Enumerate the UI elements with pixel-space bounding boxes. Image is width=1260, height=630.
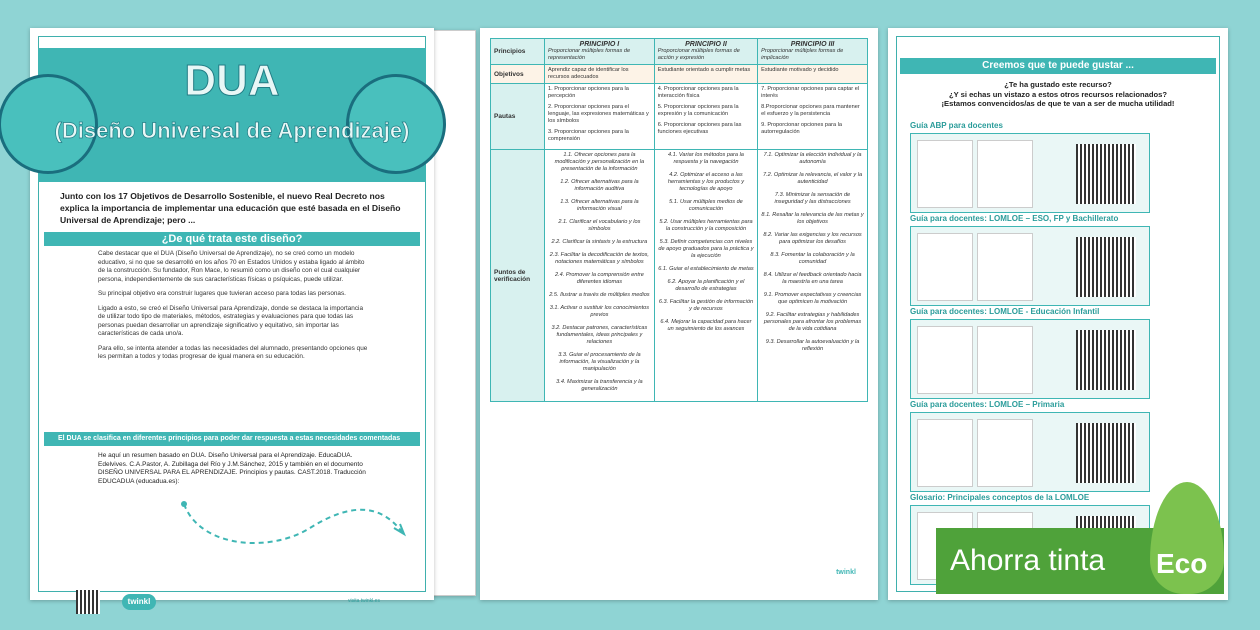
list-item: 8.2. Variar las exigencias y los recursos para optimizar los desafíos [763, 232, 862, 245]
principle-header: PRINCIPIO III Proporcionar múltiples formas de implicación [758, 39, 868, 65]
qr-code [1076, 144, 1136, 204]
list-item: 1. Proporcionar opciones para la percepción [548, 86, 629, 99]
resource-card[interactable] [910, 121, 1150, 213]
list-item: 4.2. Optimizar el acceso a las herramientas y los productos y tecnologías de apoyo [667, 172, 745, 192]
resource-title[interactable]: Guía para docentes: LOMLOE - Educación Infantil [910, 307, 1100, 316]
dashed-arrow-icon [180, 498, 410, 558]
list-item: 7.1. Optimizar la elección individual y la autonomía [763, 152, 862, 165]
list-item: 7.3. Minimizar la sensación de inseguridad y las distracciones [774, 192, 851, 205]
page-principles-table [480, 28, 878, 600]
row-header: Pautas [491, 84, 545, 150]
list-item: 2.2. Clarificar la sintaxis y la estructura [551, 239, 648, 245]
list-item: 2.1. Clarificar el vocabulario y los símbolos [558, 219, 641, 232]
objective-cell: Aprendiz capaz de identificar los recursos adecuados [545, 65, 655, 84]
objective-cell: Estudiante motivado y decidido [758, 65, 868, 84]
list-item: 8.1. Resaltar la relevancia de las metas y los objetivos [761, 212, 864, 225]
list-item: 6.2. Apoyar la planificación y el desarrollo de estrategias [667, 279, 745, 292]
list-item: 2.3. Facilitar la decodificación de textos, notaciones matemáticas y símbolos [549, 252, 649, 265]
eco-label: Ahorra tinta [936, 528, 1224, 594]
paragraph: Su principal objetivo era construir lugares que tuvieran acceso para todas las personas. [98, 290, 346, 297]
resource-card[interactable] [910, 400, 1150, 492]
summary-text: He aquí un resumen basado en DUA. Diseño Universal para el Aprendizaje. EducaDUA. Edelvives. C.A.Pastor, A. Zubillaga del Río y J.M.Sánchez, 2015 y también en el documento DISEÑO UNIVERSAL PARA EL APRENDIZAJE. Principios y pautas. CAST.2018. Traducción EDUCADUA (educadua.es): [98, 452, 366, 485]
list-item: 8.4. Utilizar el feedback orientado hacia la maestría en una tarea [763, 272, 862, 285]
related-intro: ¿Te ha gustado este recurso? ¿Y si echas un vistazo a estos otros recursos relacionados? ¡Estamos convencidos/as de que te van a ser de mucha utilidad! [941, 80, 1175, 108]
title-banner [38, 48, 426, 182]
resource-title[interactable]: Guía para docentes: LOMLOE – ESO, FP y Bachillerato [910, 214, 1119, 223]
principle-header: PRINCIPIO II Proporcionar múltiples formas de acción y expresión [654, 39, 757, 65]
qr-code [76, 590, 100, 614]
intro-text: Junto con los 17 Objetivos de Desarrollo Sostenible, el nuevo Real Decreto nos explica la importancia de implementar una educación que esté basada en el Diseño Universal de Aprendizaje; pero ... [60, 191, 401, 225]
list-item: 6.4. Mejorar la capacidad para hacer un seguimiento de los avances [660, 319, 752, 332]
page-footer [76, 590, 406, 614]
list-item: 7.2. Optimizar la relevancia, el valor y la autenticidad [762, 172, 863, 185]
page-title: DUA [184, 56, 280, 105]
list-item: 3.1. Activar o sustituir los conocimientos previos [549, 305, 650, 318]
guideline-cell [758, 84, 868, 150]
list-item: 3.4. Maximizar la transferencia y la generalización [556, 379, 643, 392]
list-item: 8.Proporcionar opciones para mantener el esfuerzo y la persistencia [761, 104, 860, 117]
list-item: 3. Proporcionar opciones para la comprensión [548, 129, 629, 142]
resource-title[interactable]: Glosario: Principales conceptos de la LOMLOE [910, 493, 1090, 502]
classification-band: El DUA se clasifica en diferentes principios para poder dar respuesta a estas necesidades comentadas anteriormente. [44, 432, 420, 446]
resource-preview [910, 319, 1150, 399]
list-item: 3.2. Destacar patrones, características fundamentales, ideas principales y relaciones [551, 325, 648, 345]
checkpoint-cell [545, 150, 655, 402]
qr-code [1076, 330, 1136, 390]
page-subtitle: (Diseño Universal de Aprendizaje) [54, 118, 410, 143]
checkpoint-cell [758, 150, 868, 402]
resource-preview [910, 133, 1150, 213]
eco-badge: Eco [1156, 548, 1208, 579]
row-header: Puntos de verificación [491, 150, 545, 402]
twinkl-logo: twinkl [122, 594, 156, 610]
related-heading: Creemos que te puede gustar ... [900, 58, 1216, 74]
list-item: 4. Proporcionar opciones para la interacción física [657, 86, 739, 99]
page-dua-overview [30, 28, 434, 606]
principle-header: PRINCIPIO I Proporcionar múltiples formas de representación [545, 39, 655, 65]
twinkl-logo: twinkl [830, 566, 862, 580]
resource-title[interactable]: Guía ABP para docentes [910, 121, 1003, 130]
list-item: 5.1. Usar múltiples medios de comunicación [669, 199, 743, 212]
list-item: 6.3. Facilitar la gestión de información y de recursos [658, 299, 754, 312]
paragraph: Para ello, se intenta atender a todas las necesidades del alumnado, presentando opciones que les permitan a todos y todas progresar de igual manera en su educación. [98, 344, 368, 360]
qr-code [1076, 237, 1136, 297]
list-item: 9.3. Desarrollar la autoevaluación y la reflexión [765, 339, 860, 352]
paragraph: Cabe destacar que el DUA (Diseño Universal de Aprendizaje), no se creó como un modelo educativo, si no que se desarrolló en los años 70 en Estados Unidos y estaba ligado al ámbito de la construcción. Su fundador, Ron Mace, lo resumió como un diseño con el cual cualquier persona, independientemente de sus características físicas o psíquicas, puede utilizar. [98, 250, 365, 283]
list-item: 9.1. Promover expectativas y creencias que optimicen la motivación [763, 292, 862, 305]
qr-code [1076, 423, 1136, 483]
list-item: 7. Proporcionar opciones para captar el interés [761, 86, 860, 99]
list-item: 4.1. Variar los métodos para la respuesta y la navegación [667, 152, 744, 165]
list-item: 1.2. Ofrecer alternativas para la información auditiva [560, 179, 639, 192]
list-item: 1.3. Ofrecer alternativas para la información visual [560, 199, 639, 212]
row-header: Principios [491, 39, 545, 65]
list-item: 9.2. Facilitar estrategias y habilidades personales para afrontar los problemas de la vida cotidiana [763, 312, 862, 332]
resource-preview [910, 226, 1150, 306]
objective-cell: Estudiante orientado a cumplir metas [654, 65, 757, 84]
checkpoint-cell [654, 150, 757, 402]
list-item: 1.1. Ofrecer opciones para la modificación y personalización en la presentación de la información [554, 152, 645, 172]
list-item: 5.2. Usar múltiples herramientas para la construcción y la composición [659, 219, 753, 232]
list-item: 3.3. Guiar el procesamiento de la información, la visualización y la manipulación [558, 352, 641, 372]
list-item: 9. Proporcionar opciones para la autorregulación [761, 122, 842, 135]
list-item: 5. Proporcionar opciones para la expresión y la comunicación [657, 104, 739, 117]
resource-preview [910, 412, 1150, 492]
list-item: 8.3. Fomentar la colaboración y la comunidad [770, 252, 855, 265]
resource-card[interactable] [910, 214, 1150, 306]
body-text [98, 250, 368, 368]
list-item: 2.4. Promover la comprensión entre diferentes idiomas [554, 272, 644, 285]
list-item: 2.5. Ilustrar a través de múltiples medios [549, 292, 650, 298]
paragraph: Ligado a esto, se creó el Diseño Universal para Aprendizaje, donde se destaca la importancia de utilizar todo tipo de materiales, métodos, estrategias y evaluaciones para que todas las personas puedan desarrollar un aprendizaje significativo y equitativo, sin importar las características de cada uno/a. [98, 304, 364, 337]
row-header: Objetivos [491, 65, 545, 84]
guideline-cell [545, 84, 655, 150]
resource-title[interactable]: Guía para docentes: LOMLOE – Primaria [910, 400, 1065, 409]
list-item: 5.3. Definir competencias con niveles de apoyo graduados para la práctica y la ejecución [658, 239, 754, 259]
principles-table [490, 38, 868, 402]
footer-link[interactable]: visita twinkl.es [348, 598, 380, 604]
list-item: 6. Proporcionar opciones para las funciones ejecutivas [657, 122, 742, 135]
resource-card[interactable] [910, 307, 1150, 399]
guideline-cell [654, 84, 757, 150]
section-heading: ¿De qué trata este diseño? [44, 232, 420, 246]
list-item: 6.1. Guiar el establecimiento de metas [658, 266, 754, 272]
list-item: 2. Proporcionar opciones para el lenguaje, las expresiones matemáticas y los símbolos [548, 104, 649, 124]
